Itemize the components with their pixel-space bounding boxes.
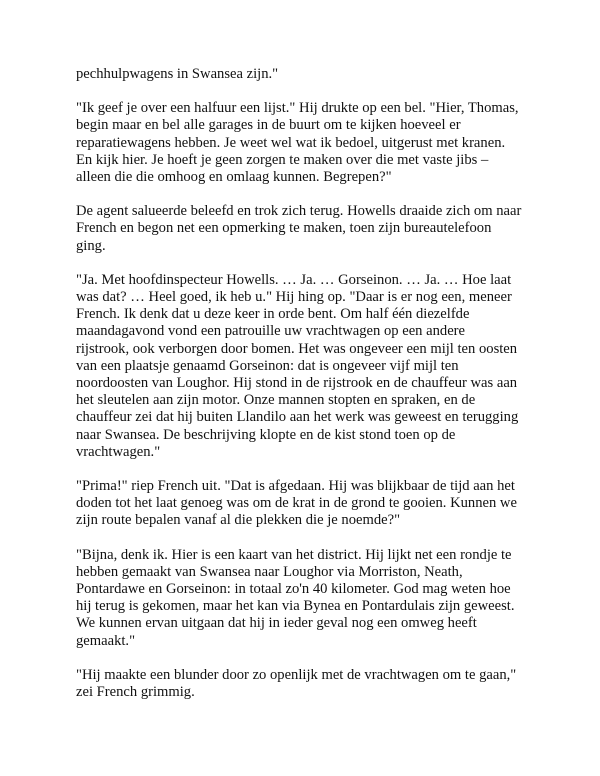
paragraph: De agent salueerde beleefd en trok zich terug. Howells draaide zich om naar French en begon net een opmerking te maken, toen zijn bureautelefoon ging. bbox=[76, 203, 522, 254]
paragraph: "Ik geef je over een halfuur een lijst." Hij drukte op een bel. "Hier, Thomas, begin maar en bel alle garages in de buurt om te kijken hoeveel er reparatiewagens hebben. Je weet wel wat ik bedoel, uitgerust met kranen. En kijk hier. Je hoeft je geen zorgen te maken over die met vaste jibs – alleen die die omhoog en omlaag kunnen. Begrepen?" bbox=[76, 100, 519, 186]
paragraph: "Prima!" riep French uit. "Dat is afgedaan. Hij was blijkbaar de tijd aan het doden tot het laat genoeg was om de krat in de grond te gooien. Kunnen we zijn route bepalen vanaf al die plekken die je noemde?" bbox=[76, 478, 517, 529]
paragraph: "Bijna, denk ik. Hier is een kaart van het district. Hij lijkt net een rondje te hebben gemaakt van Swansea naar Loughor via Morriston, Neath, Pontardawe en Gorseinon: in totaal zo'n 40 kilometer. God mag weten hoe hij terug is gekomen, maar het kan via Bynea en Pontardulais zijn geweest. We kunnen ervan uitgaan dat hij in ieder geval nog een omweg heeft gemaakt." bbox=[76, 546, 515, 649]
paragraph: pechhulpwagens in Swansea zijn." bbox=[76, 66, 279, 82]
paragraph: "Hij maakte een blunder door zo openlijk met de vrachtwagen om te gaan," zei French grimmig. bbox=[76, 666, 517, 701]
document-page bbox=[76, 66, 528, 718]
paragraph: "Ja. Met hoofdinspecteur Howells. … Ja. … Gorseinon. … Ja. … Hoe laat was dat? … Heel goed, ik heb u." Hij hing op. "Daar is er nog een, meneer French. Ik denk dat u deze keer in orde bent. Om half één diezelfde maandagavond vond een patrouille uw vrachtwagen op een andere rijstrook, ook verborgen door bomen. Het was ongeveer een mijl ten oosten van een plaatsje genaamd Gorseinon: dat is ongeveer vijf mijl ten noordoosten van Loughor. Hij stond in de rijstrook en de chauffeur was aan het sleutelen aan zijn motor. Onze mannen stopten en spraken, en de chauffeur zei dat hij buiten Llandilo aan het werk was geweest en terugging naar Swansea. De beschrijving klopte en de kist stond toen op de vrachtwagen." bbox=[76, 271, 519, 460]
